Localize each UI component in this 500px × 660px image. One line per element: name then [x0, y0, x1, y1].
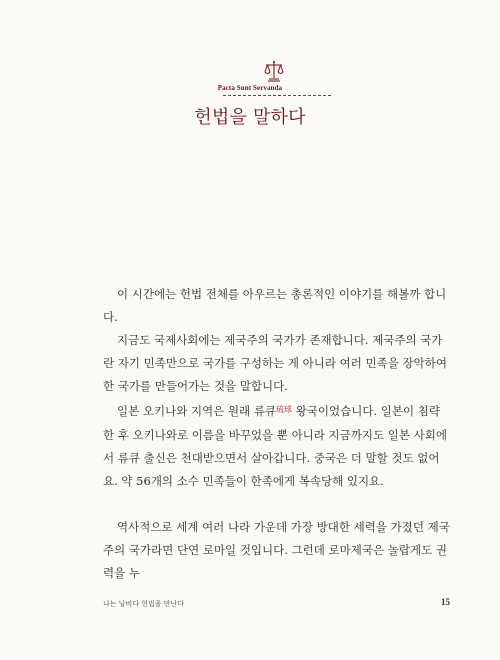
header-divider: [223, 95, 331, 96]
page-title: 헌법을 말하다: [194, 107, 306, 128]
motto: Pacta Sunt Servanda: [217, 84, 283, 92]
page-header: [0, 0, 500, 140]
paragraph-text: 일본 오키나와 지역은 원래 류큐: [117, 404, 277, 419]
paragraph-text: 왕국이었습니다. 일본이 침략한 후 오키나와로 이름을 바꾸었을 뿐 아니라 지금까지도 일본 사회에서 류큐 출신은 천대받으면서 살아갑니다. 중국은 더 말할 것도 없어요. 약 56개의 소수 민족들이 한족에게 복속당해 있지요.: [103, 404, 447, 488]
paragraph: 지금도 국제사회에는 제국주의 국가가 존재합니다. 제국주의 국가란 자기 민족만으로 국가를 구성하는 게 아니라 여러 민족을 장악하여 한 국가를 만들어가는 것을 말합니다.: [103, 333, 447, 394]
body-text: [103, 283, 451, 585]
paragraph: 역사적으로 세계 여러 나라 가운데 가장 방대한 세력을 가졌던 제국주의 국가라면 단연 로마일 것입니다. 그런데 로마제국은 놀랍게도 권력을 누: [103, 519, 450, 581]
paragraph: 이 시간에는 헌법 전체를 아우르는 총론적인 이야기를 해볼까 합니다.: [103, 287, 447, 325]
hanja-annotation: 琉球: [276, 405, 293, 415]
scales-of-justice-icon: [264, 60, 284, 82]
running-footer-title: 나는 낭비다 헌법을 만난다: [103, 600, 185, 608]
page-number: 15: [441, 597, 450, 607]
paragraph: [103, 398, 451, 492]
